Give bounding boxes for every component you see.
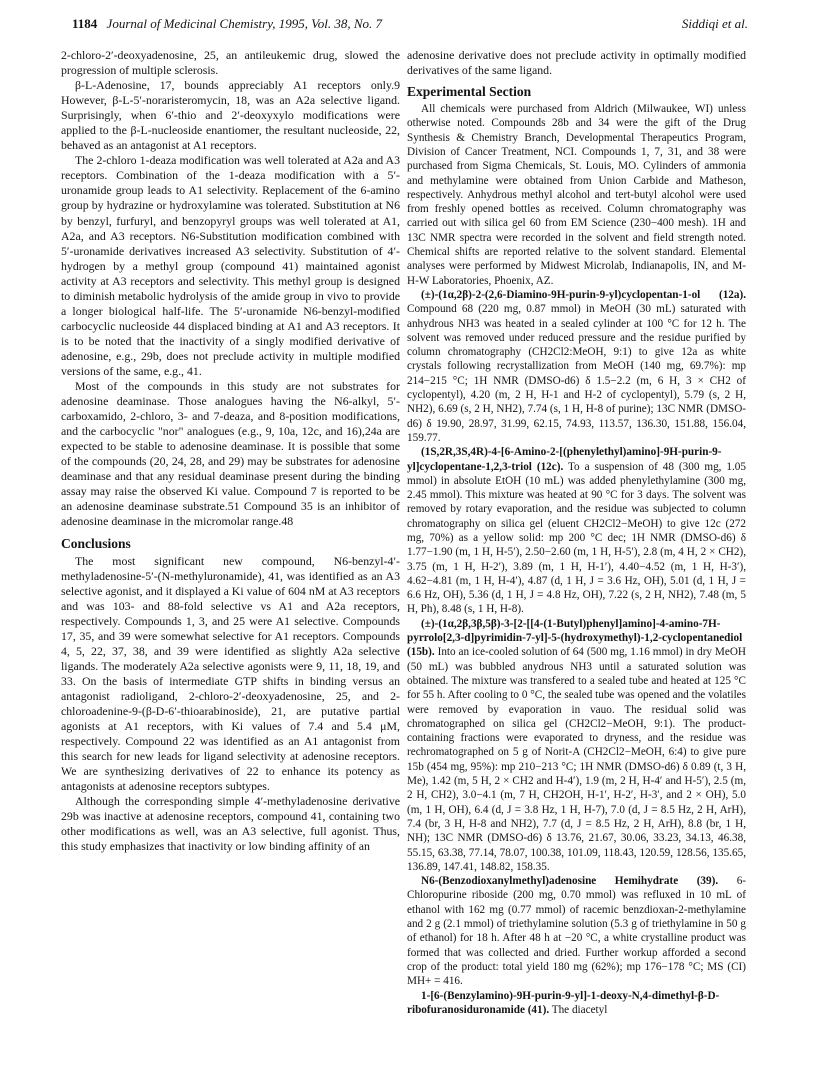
paragraph: adenosine derivative does not preclude activity in optimally modified derivatives of the same ligand. (407, 48, 746, 78)
journal-citation: Journal of Medicinal Chemistry, 1995, Vol. 38, No. 7 (106, 16, 383, 31)
compound-paragraph-39 (407, 874, 746, 988)
paragraph: All chemicals were purchased from Aldrich (Milwaukee, WI) unless otherwise noted. Compounds 28b and 34 were the gift of the Drug Synthesis & Chemistry Branch, Developmental Therapeutics Program, Division of Cancer Treatment, NCI. Compounds 1, 7, 31, and 38 were purchased from Sigma Chemicals, St. Louis, MO. Cylinders of ammonia and methylamine were obtained from Union Carbide and Matheson, respectively. Anhydrous methyl alcohol and tert-butyl alcohol were used from freshly opened bottles as received. Column chromatography was carried out with silica gel 60 from EM Science (230−400 mesh). 1H and 13C NMR spectra were recorded in the solvent and field strength noted. Chemical shifts are reported relative to the solvent standard. Elemental analyses were performed by Midwest Microlab, Indianapolis, IN, and M-H-W Laboratories, Phoenix, AZ. (407, 103, 746, 287)
paragraph: The 2-chloro 1-deaza modification was well tolerated at A2a and A3 receptors. Combination of the 1-deaza modification with a 5′-uronamide group leads to A1 selectivity. Replacement of the 6-amino group by hydrazine or hydroxylamine was tolerated. Substitution at N6 by benzyl, furfuryl, and benzopyryl groups was well tolerated at A1, A2a, and A3 receptors. N6-Substitution modification combined with 5′-uronamide derivatives increased A3 selectivity. Substitution of 4′-hydrogen by a methyl group (compound 41) maintained agonist activity at A3 receptors and selectivity. This methyl group is designed to diminish metabolic hydrolysis of the amide group in vivo to provide a longer biological half-life. The 5′-uronamide N6-benzyl-modified carbocyclic nucleoside 44 displaced binding at A1 and A3 receptors. It is to be noted that the inactivity of a singly modified derivative of adenosine, e.g., 29b, does not preclude activity in multiple modified versions of the same, e.g., 41. (61, 153, 400, 378)
compound-paragraph-41 (407, 989, 746, 1018)
right-column (407, 48, 746, 1058)
left-column (61, 48, 400, 1058)
author-header: Siddiqi et al. (681, 16, 748, 31)
experimental-heading: Experimental Section (407, 84, 532, 100)
compound-paragraph-12c (407, 445, 746, 617)
compound-body: Compound 68 (220 mg, 0.87 mmol) in MeOH (30 mL) saturated with anhydrous NH3 was heated in a sealed cylinder at 100 °C for 12 h. The solvent was removed under reduced pressure and the residue purified by column chromatography (CH2Cl2:MeOH, 9:1) to give 12a as white crystals following recrystallization from MeOH (140 mg, 69.7%): mp 214−215 °C; 1H NMR (DMSO-d6) δ 1.5−2.2 (m, 6 H, 3 × CH2 of cyclopentyl), 4.20 (m, 2 H, H-1 and H-2 of cyclopentyl), 5.79 (s, 2 H, NH2), 6.69 (s, 2 H, NH2), 7.74 (s, 1 H, H-8 of purine); 13C NMR (DMSO-d6) δ 19.90, 28.97, 31.99, 62.15, 74.93, 113.57, 136.30, 151.88, 156.04, 159.77. (407, 303, 746, 444)
paragraph: β-L-Adenosine, 17, bounds appreciably A1 receptors only.9 However, β-L-5′-noraristeromycin, 18, was an A2a selective ligand. Surprisingly, when 6′-thio and 2′-deoxyxylo modifications were applied to the β-L-nucleoside enantiomer, the resultant nucleoside, 22, behaved as an antagonist at A1 receptors. (61, 78, 400, 153)
compound-title: N6-(Benzodioxanylmethyl)adenosine Hemihydrate (39). (421, 875, 719, 888)
compound-body: 6-Chloropurine riboside (200 mg, 0.70 mmol) was refluxed in 10 mL of ethanol with 162 mg (0.77 mmol) of racemic benzdioxan-2-methylamine and 2 g (2.1 mmol) of triethylamine solution (5.3 g of triethylamine in 50 g of ethanol) for 18 h. After 48 h at −20 °C, a white crystalline product was formed that was collected and dried. Further workup afforded a second crop of the product: total yield 180 mg (62%); mp 176−178 °C; MS (CI) MH+ = 416. (407, 875, 746, 988)
paragraph: 2-chloro-2′-deoxyadenosine, 25, an antileukemic drug, slowed the progression of multiple sclerosis. (61, 48, 400, 78)
compound-title: (±)-(1α,2β,3β,5β)-3-[2-[[4-(1-Butyl)phenyl]amino]-4-amino-7H-pyrrolo[2,3-d]pyrimidin-7-yl]-5-(hydroxymethyl)-1,2-cyclopentanediol (15b). (407, 617, 743, 659)
conclusions-heading: Conclusions (61, 535, 131, 551)
header-left (72, 16, 382, 32)
compound-title: (1S,2R,3S,4R)-4-[6-Amino-2-[(phenylethyl)amino]-9H-purin-9-yl]cyclopentane-1,2,3-triol (12c). (407, 446, 722, 473)
compound-title: 1-[6-(Benzylamino)-9H-purin-9-yl]-1-deoxy-N,4-dimethyl-β-D-ribofuranosiduronamide (41). (407, 989, 720, 1016)
running-header (72, 16, 748, 38)
paragraph: Although the corresponding simple 4′-methyladenosine derivative 29b was inactive at adenosine receptors, compound 41, containing two other modifications as well, was an A3 selective, full agonist. Thus, this study emphasizes that inactivity or low binding affinity of an (61, 794, 400, 854)
compound-body: To a suspension of 48 (300 mg, 1.05 mmol) in absolute EtOH (10 mL) was added phenylethylamine (300 mg, 2.45 mmol). This mixture was heated at 90 °C for 3 days. The solvent was removed by rotary evaporation, and the residue was subjected to column chromatography on silica gel (eluent CH2Cl2−MeOH) to give 12c (272 mg, 70%) as a yellow solid: mp 200 °C dec; 1H NMR (DMSO-d6) δ 1.77−1.90 (m, 1 H, H-5′), 2.50−2.60 (m, 1 H, H-5′), 2.8 (m, 4 H, 2 × CH2), 3.75 (m, 1 H, H-2′), 3.89 (m, 1 H, H-1′), 4.40−4.52 (m, 1 H, H-3′), 4.62−4.81 (m, 1 H, H-4′), 4.87 (d, 1 H, J = 3.6 Hz, OH), 5.01 (d, 1 H, J = 6.6 Hz, OH), 5.36 (d, 1 H, J = 4.8 Hz, OH), 7.22 (s, 2 H, NH2), 7.48 (m, 5 H, Ph), 8.48 (s, 1 H, H-8). (407, 460, 746, 616)
compound-paragraph-15b (407, 617, 746, 874)
page-number: 1184 (72, 16, 98, 31)
compound-body: The diacetyl (551, 1003, 608, 1016)
paragraph: The most significant new compound, N6-benzyl-4′-methyladenosine-5′-(N-methyluronamide), 41, was identified as an A3 selective agonist, and it displayed a Ki value of 604 nM at A3 receptors and was 103- and 88-fold selective vs A1 and A2a receptors, respectively. Compounds 1, 3, and 25 were A1 selective. Compounds 17, 35, and 39 were somewhat selective for A1 receptors. Compounds 4, 5, 22, 37, 38, and 39 were identified as slightly A2a selective ligands. The moderately A2a selective agonists were 9, 11, 18, 19, and 33. On the basis of intermediate GTP shifts in binding versus an antagonist radioligand, 2-chloro-2′-deoxyadenosine, 25, and 2-chloroadenine-9-(β-D-6′-thioarabinoside), 21, are putative partial agonists at A1 receptors, with Ki values of 7.4 and 5.4 μM, respectively. Compound 22 was identified as an A1 antagonist from this search for new leads for ligand selectivity at adenosine receptors. We are synthesizing derivatives of 22 to enhance its potency as antagonists at adenosine receptors subtypes. (61, 553, 400, 794)
compound-body: Into an ice-cooled solution of 64 (500 mg, 1.16 mmol) in dry MeOH (50 mL) was bubbled anydrous NH3 until a saturated solution was obtained. The mixture was transfered to a sealed tube and heated at 125 °C for 55 h. After cooling to 0 °C, the sealed tube was opened and the volatiles were removed by evaporation in vauo. The residual solid was chromatographed on silica gel (CH2Cl2−MeOH, 9:1). The product-containing fractions were evaporated to dryness, and the residue was rechromatographed on 5 g of Norit-A (CH2Cl2−MeOH, 6:4) to give pure 15b (454 mg, 95%): mp 210−213 °C; 1H NMR (DMSO-d6) δ 0.89 (t, 3 H, Me), 1.42 (m, 5 H, 2 × CH2 and H-4′), 1.9 (m, 2 H, H-4′ and H-5′), 2.5 (m, 2 H, CH2), 3.0−4.1 (m, 7 H, CH2OH, H-1′, H-2′, H-3′, and 2 × OH), 5.0 (m, 1 H, OH), 6.4 (d, J = 3.8 Hz, 1 H, H-7), 7.0 (d, J = 8.5 Hz, 2 H, ArH), 7.4 (br, 3 H, H-8 and NH2), 7.7 (d, J = 8.5 Hz, 2 H, ArH), 8.8 (br, 1 H, NH); 13C NMR (DMSO-d6) δ 13.76, 21.67, 30.06, 33.23, 34.13, 46.38, 55.15, 63.38, 77.14, 78.07, 100.38, 101.09, 118.43, 120.59, 128.56, 135.65, 136.89, 147.41, 148.82, 158.35. (407, 646, 746, 873)
compound-title: (±)-(1α,2β)-2-(2,6-Diamino-9H-purin-9-yl)cyclopentan-1-ol (12a). (421, 288, 746, 301)
paragraph: Most of the compounds in this study are not substrates for adenosine deaminase. Those analogues having the N6-alkyl, 5′-carboxamido, 2-chloro, 3- and 7-deaza, and 8-position modifications, and the carbocyclic "nor" analogues (e.g., 9, 10a, 12c, and 16),24a are expected to be stable to adenosine deaminase. It is possible that some of the compounds (20, 24, 28, and 29) may be substrates for adenosine deaminase and that any residual deaminase present during the binding assay may raise the observed Ki value. Compound 7 is reported to be an adenosine deaminase substrate.51 Compound 35 is an inhibitor of adenosine deaminase in the micromolar range.48 (61, 379, 400, 529)
compound-paragraph-12a (407, 288, 746, 445)
